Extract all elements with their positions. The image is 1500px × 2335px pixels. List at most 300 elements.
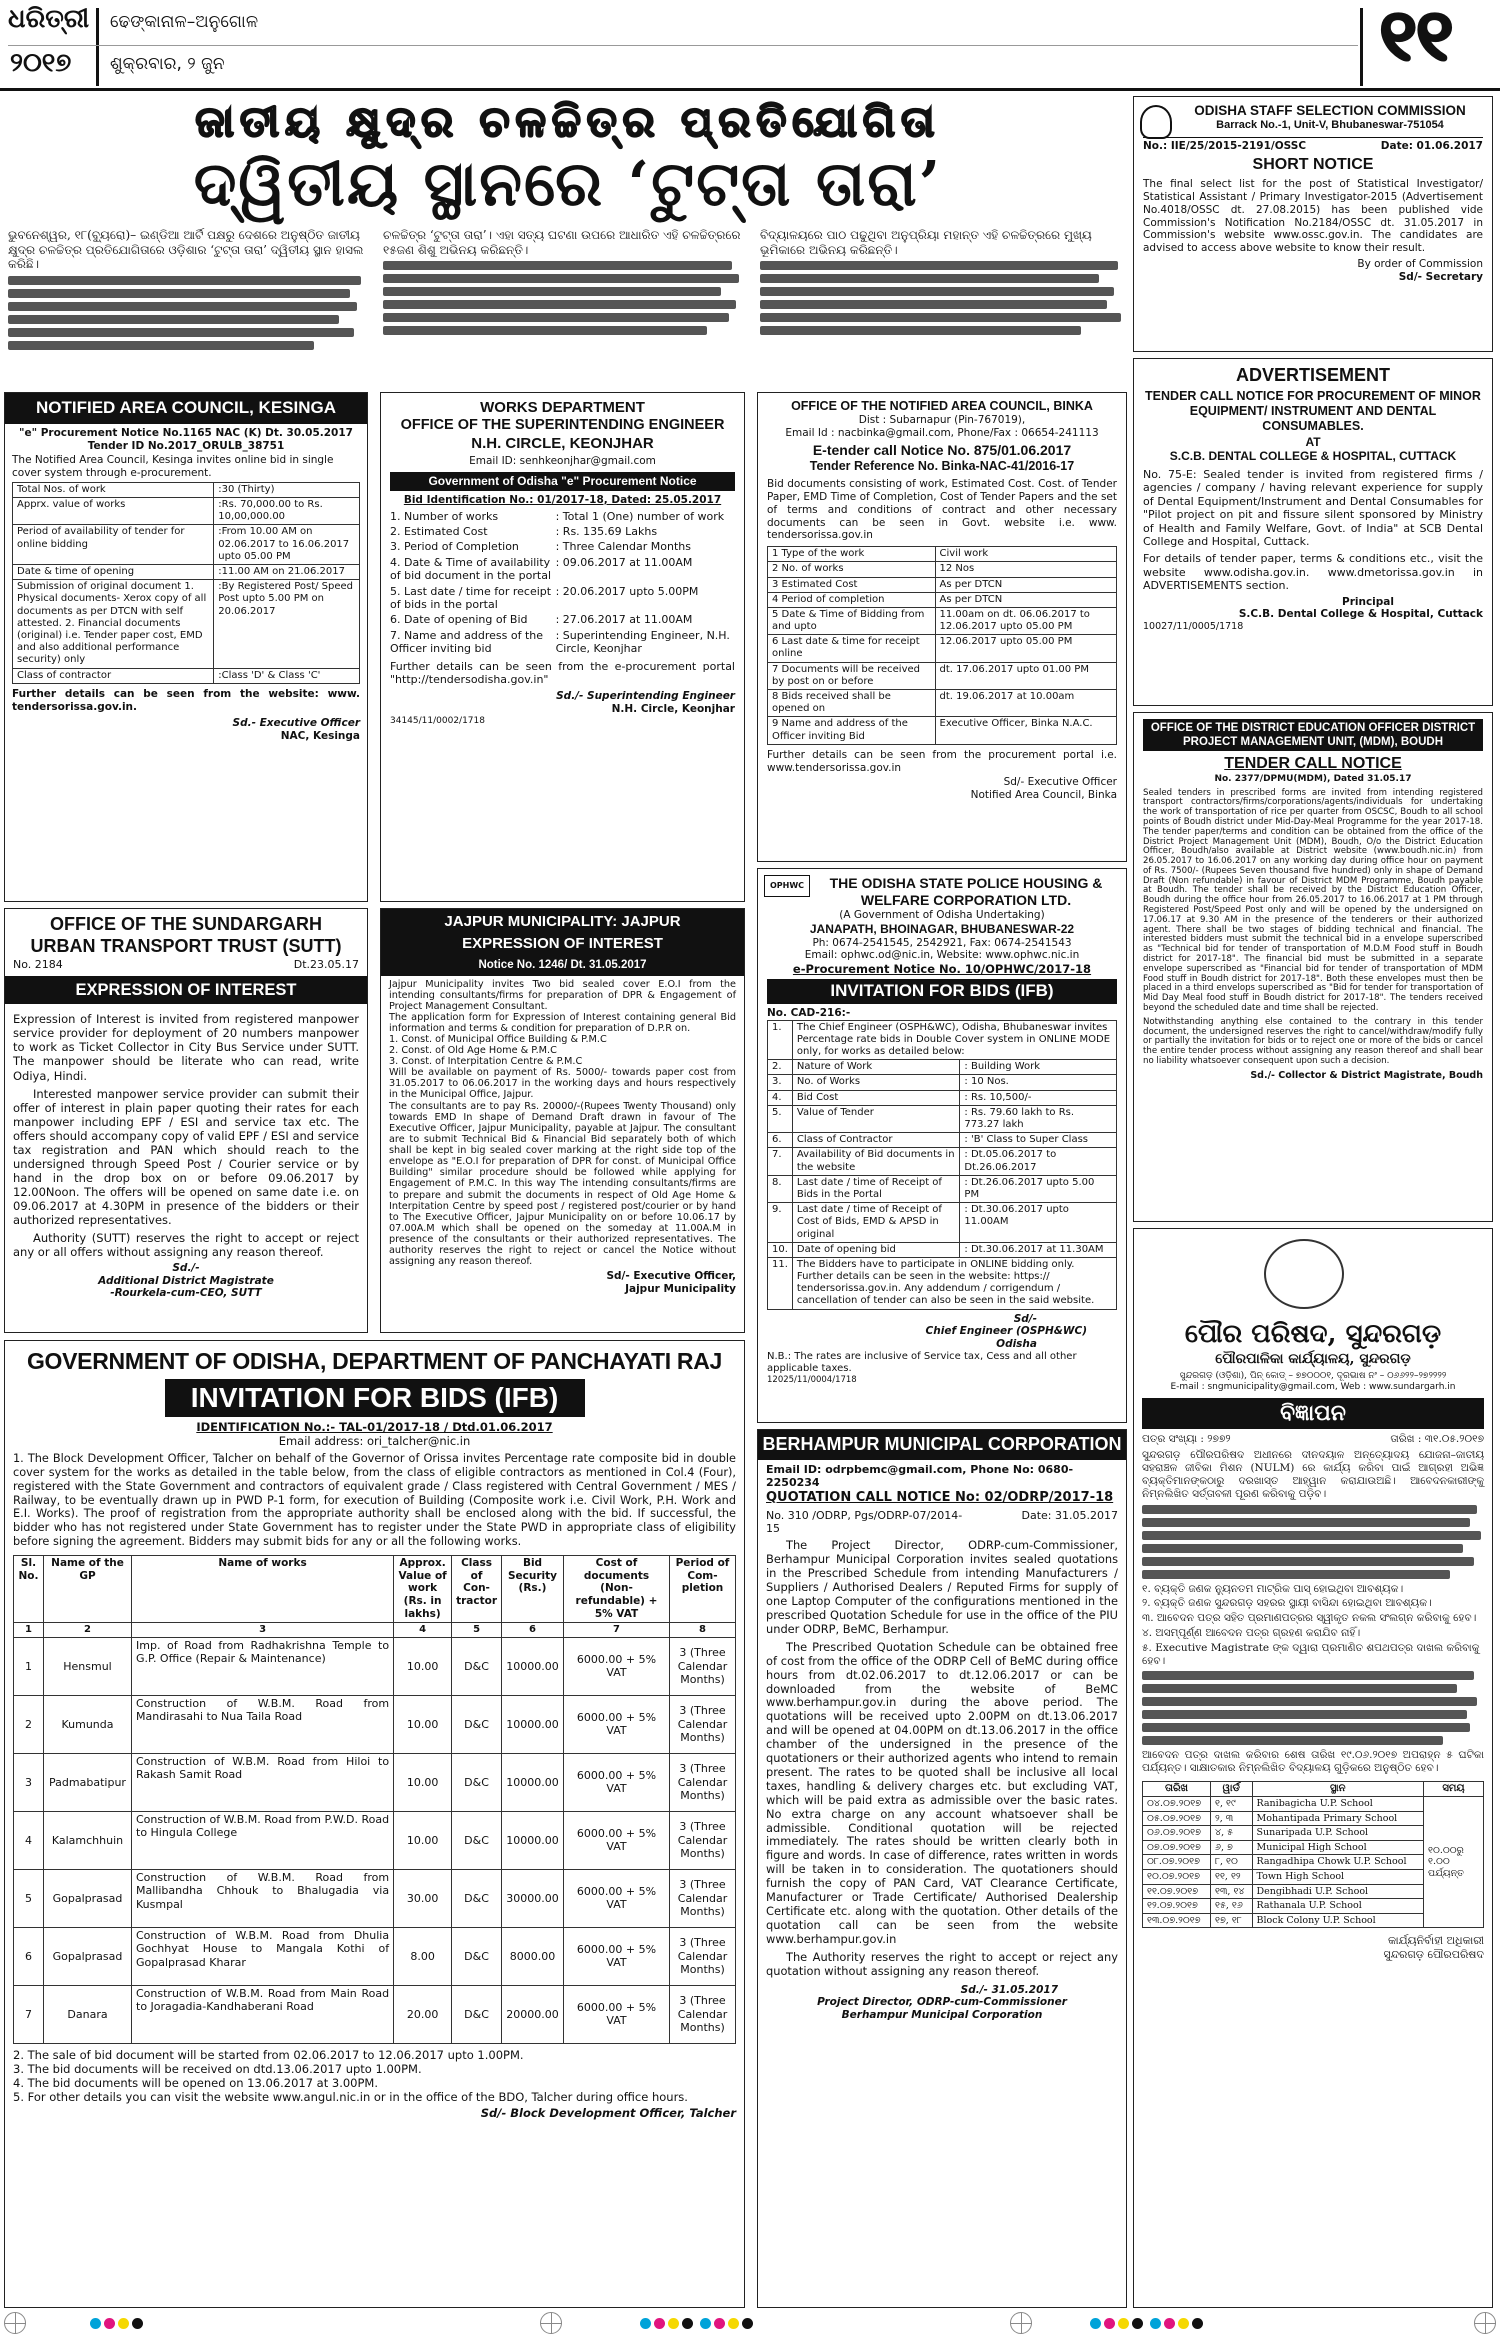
color-swatch (104, 2318, 115, 2329)
jajpur-works-list (389, 1034, 736, 1067)
row-value: : 'B' Class to Super Class (960, 1133, 1117, 1148)
region-label: ଢେଙ୍କାନାଳ–ଅନୁଗୋଳ (110, 12, 259, 32)
panchayati-raj-notice (4, 1340, 745, 2308)
table-cell: ୧୧, ୧୨ (1211, 1870, 1253, 1885)
kesinga-sig-2: NAC, Kesinga (280, 730, 360, 743)
table-cell: ୦୬.୦୭.୨୦୧୭ (1143, 1826, 1211, 1841)
row-value: 11.00am on dt. 06.06.2017 to 12.06.2017 upto 05.00 PM (935, 607, 1116, 634)
table-cell: ୪, ୫ (1211, 1826, 1253, 1841)
table-cell: 6000.00 + 5% VAT (564, 1985, 670, 2043)
keonjhar-title-1: WORKS DEPARTMENT (480, 399, 645, 416)
column-number: 7 (564, 1622, 670, 1637)
detail-row (390, 613, 735, 626)
sundargarh-municipality-notice (1133, 1228, 1493, 2308)
detail-row (390, 629, 735, 656)
table-cell: 1 (14, 1637, 44, 1695)
color-swatch (742, 2318, 753, 2329)
paper-name: ଧରିତ୍ରୀ (8, 4, 90, 34)
lead-headline: ଦ୍ୱିତୀୟ ସ୍ଥାନରେ ‘ଟୁଟ୍‌ତା ତାରା’ (193, 147, 943, 220)
table-cell: D&C (452, 1695, 502, 1753)
bemc-sig-1: Sd./- 31.05.2017 (960, 1983, 1058, 1996)
pr-title: GOVERNMENT OF ODISHA, DEPARTMENT OF PANCHAYATI RAJ (26, 1348, 723, 1374)
municipality-contact: ସୁନ୍ଦରଗଡ଼ (ଓଡ଼ିଶା), ପିନ୍ କୋଡ୍ – ୭୭୦୦୦୧, ଦୂରଭାଷ ନଂ – ୦୬୬୨୨–୨୭୨୨୨୨ (1179, 1370, 1447, 1381)
row-number: 11. (768, 1257, 793, 1309)
color-swatch (1132, 2318, 1143, 2329)
table-row (14, 1695, 736, 1753)
row-label: Class of Contractor (792, 1133, 960, 1148)
deo-title: OFFICE OF THE DISTRICT EDUCATION OFFICER DISTRICT PROJECT MANAGEMENT UNIT, (MDM), BOUDH (1143, 719, 1483, 751)
table-cell: ୦୭.୦୭.୨୦୧୭ (1143, 1840, 1211, 1855)
ophwc-table: 1. The Chief Engineer (OSPH&WC), Odisha, Bhubaneswar invites Percentage rate bids in Double Cover system in ONLINE MODE only, for works as detailed below: 2. Nature of Work : Building Work 3. No. of Works : 10 Nos. 4. Bid Cost : Rs. 10,500/- 5. Value of Tender : Rs. 79.60 lakh to Rs. 773.27 lakh 6. Class of Contractor : 'B' Class to Super Class 7. Availability of Bid documents in the website : Dt.05.06.2017 to Dt.26.06.2017 8. Last date / time of Receipt of Bids in the Portal : Dt.26.06.2017 upto 5.00 PM 9. Last date / time of Receipt of Cost of Bids, EMD & APSD in original : Dt.30.06.2017 upto 11.00AM 10. Date of opening bid : Dt.30.06.2017 at 11.30AM 11. The Bidders have to participate in ONLINE bidding only. Further details can be seen in the website: https:// tendersorissa.gov.in. Any addendum / corrigendum / cancellation of tender can also be seen in the said website. (767, 1020, 1117, 1310)
table-cell: 10.00 (394, 1695, 452, 1753)
table-cell: 6000.00 + 5% VAT (564, 1869, 670, 1927)
table-cell: 6000.00 + 5% VAT (564, 1753, 670, 1811)
kesinga-tender-id: Tender ID No.2017_ORULB_38751 (87, 439, 285, 452)
scb-at: AT (1305, 434, 1321, 449)
kesinga-sig-1: Sd.- Executive Officer (232, 717, 360, 730)
table-row (768, 592, 1117, 607)
table-cell: 3 (Three Calendar Months) (670, 1695, 736, 1753)
table-row (768, 1242, 1117, 1257)
table-cell: ୧୩.୦୭.୨୦୧୭ (1143, 1913, 1211, 1928)
row-value: 12.06.2017 upto 05.00 PM (935, 635, 1116, 662)
table-cell: ୧୦.୦୭.୨୦୧୭ (1143, 1870, 1211, 1885)
row-value: dt. 19.06.2017 at 10.00am (935, 690, 1116, 717)
kesinga-footer: Further details can be seen from the website: www. tendersorissa.gov.in. (12, 687, 360, 713)
row-label: Period of availability of tender for online bidding (13, 525, 214, 565)
table-cell: 20000.00 (502, 1985, 564, 2043)
berhampur-notice (757, 1429, 1127, 2308)
jajpur-para-2: The application form for Expression of Interest containing general Bid information and terms & condition for preparation of D.P.R on. (389, 1011, 736, 1034)
row-label: 6. Date of opening of Bid (390, 613, 528, 627)
municipality-emblem-icon (1264, 1239, 1344, 1309)
issue-date: ଶୁକ୍ରବାର, ୨ ଜୁନ (110, 54, 225, 74)
ossc-title: ODISHA STAFF SELECTION COMMISSION (1194, 103, 1466, 118)
row-label: 5. Last date / time for receipt of bids in the portal (390, 584, 552, 611)
table-cell: ୧, ୧୯ (1211, 1797, 1253, 1812)
masthead (0, 0, 1500, 92)
pr-ifb-bar: INVITATION FOR BIDS (IFB) (165, 1379, 585, 1417)
table-cell: 10.00 (394, 1637, 452, 1695)
list-item: 3. Const. of Interpitation Centre & P.M.C (389, 1055, 583, 1067)
ossc-address: Barrack No.-1, Unit-V, Bhubaneswar-751054 (1216, 119, 1444, 132)
table-cell: ୨, ୩ (1211, 1811, 1253, 1826)
column-number: 4 (394, 1622, 452, 1637)
color-swatch (1150, 2318, 1161, 2329)
keonjhar-details (390, 510, 735, 656)
condition-list (1142, 1583, 1484, 1668)
ossc-sig-1: By order of Commission (1357, 257, 1483, 270)
lead-col-2 (383, 228, 743, 378)
table-row (768, 562, 1117, 577)
sutt-sig-1: Sd./- (172, 1261, 200, 1274)
jajpur-notice-no: Notice No. 1246/ Dt. 31.05.2017 (381, 956, 744, 976)
list-item: 2. Const. of Old Age Home & P.M.C (389, 1044, 557, 1056)
page-number: ୧୧ (1380, 0, 1453, 76)
ophwc-sig-2: Chief Engineer (OSPH&WC) (925, 1325, 1087, 1338)
sutt-sig-2: Additional District Magistrate (98, 1274, 274, 1287)
row-value: dt. 17.06.2017 upto 01.00 PM (935, 662, 1116, 689)
color-swatch (640, 2318, 651, 2329)
column-header: ତାରିଖ (1143, 1781, 1211, 1796)
ossc-short-notice: SHORT NOTICE (1252, 155, 1374, 173)
table-cell: 5 (14, 1869, 44, 1927)
table-cell: Construction of W.B.M. Road from Dhulia Gochhyat House to Mangala Kothi of Gopalprasad Kharar (132, 1927, 394, 1985)
table-cell: Gopalprasad (44, 1927, 132, 1985)
column-header: Cost of documents (Non-refundable) + 5% VAT (564, 1555, 670, 1622)
lead-story (8, 96, 1128, 386)
table-cell: 10.00 (394, 1811, 452, 1869)
row-number: 3. (768, 1075, 793, 1090)
emblem-icon (1140, 105, 1172, 139)
ophwc-notice (757, 868, 1127, 1423)
table-row (14, 1637, 736, 1695)
condition-item: ୨. ବ୍ୟକ୍ତି ଜଣକ ସୁନ୍ଦରଗଡ଼ ସହରର ସ୍ଥାୟୀ ବାସିନ୍ଦା ହୋଇଥିବା ଆବଶ୍ୟକ। (1142, 1597, 1432, 1610)
table-cell: 7 (14, 1985, 44, 2043)
keonjhar-email: Email ID: senhkeonjhar@gmail.com (469, 455, 656, 468)
column-number: 2 (44, 1622, 132, 1637)
sutt-date: Dt.23.05.17 (293, 957, 359, 971)
sutt-notice (4, 908, 368, 1333)
jajpur-para-3: Will be available on payment of Rs. 5000/- towards paper cost from 31.05.2017 to 06.06.2017 in the working days and hours respectively in the Municipal Office, Jajpur. (389, 1066, 736, 1101)
row-label: 8 Bids received shall be opened on (768, 690, 936, 717)
letter-date: ତାରିଖ : ୩୧.୦୫.୨୦୧୭ (1390, 1432, 1484, 1445)
ophwc-logo-icon: OPHWC (764, 875, 810, 897)
detail-row (390, 540, 735, 553)
ossc-number: No.: IIE/25/2015-2191/OSSC (1143, 139, 1307, 152)
table-cell: 10000.00 (502, 1695, 564, 1753)
deo-boudh-notice (1133, 712, 1493, 1222)
row-value: :Class 'D' & Class 'C' (214, 668, 360, 683)
row-value: :Rs. 70,000.00 to Rs. 10,00,000.00 (214, 498, 360, 525)
table-cell: Sunaripada U.P. School (1252, 1826, 1423, 1841)
binka-title: OFFICE OF THE NOTIFIED AREA COUNCIL, BINKA (791, 399, 1093, 413)
column-header: Approx. Value of work (Rs. in lakhs) (394, 1555, 452, 1622)
table-cell: 6000.00 + 5% VAT (564, 1811, 670, 1869)
color-swatch (1118, 2318, 1129, 2329)
table-row (768, 1105, 1117, 1132)
color-swatch (682, 2318, 693, 2329)
row-value: As per DTCN (935, 592, 1116, 607)
lead-col-3 (760, 228, 1125, 378)
lead-dateline: ଭୁବନେଶ୍ୱର, ୧୮(ବ୍ୟୁରୋ)– ଇଣ୍ଡିଆ ଆର୍ଟି ପକ୍ଷରୁ ଦେଶରେ ଅନୁଷ୍ଠିତ ଜାତୀୟ କ୍ଷୁଦ୍ର ଚଳଚ୍ଚିତ୍ର ପ୍ରତିଯୋଗିତାରେ ଓଡ଼ିଶାର ‘ଟୁଟ୍‌ତା ତାରା’ ଦ୍ୱିତୀୟ ସ୍ଥାନ ହାସଲ କରିଛି। (8, 228, 364, 272)
bemc-para-2: The Prescribed Quotation Schedule can be obtained free of cost from the office of the ODRP Cell of BeMC during office hours from dt.02.06.2017 to dt.12.06.2017 or can be downloaded from the website of BeMC www.berhampur.gov.in during the above period. The quotations will be received upto 2.00PM on dt.13.06.2017 and will be opened at 04.00PM on dt.13.06.2017 in the office chamber of the undersigned in the presence of the quotationers or their authorized agents who intend to remain present. The rates to be quoted shall be inclusive all local taxes, handling & delivery charges etc. but excluding VAT, which will be paid extra as admissible over the basic rates. No extra charge on any account whatsoever shall be admissible. Conditional quotation will be rejected immediately. The rates should be written clearly both in figure and words. In case of difference, rates written in words will be taken in to consideration. The quotationers should furnish the copy of PAN Card, VAT Clearance Certificate, Manufacturer or Trade Certificate/ Authorised Dealership Certificate etc. along with the quotation. Other details of the quotation call can be seen from the website www.berhampur.gov.in (766, 1639, 1118, 1946)
ophwc-nb: N.B.: The rates are inclusive of Service tax, Cess and all other applicable taxes. (767, 1351, 1077, 1375)
table-row (1143, 1797, 1484, 1812)
row-number: 10. (768, 1242, 793, 1257)
table-row (768, 662, 1117, 689)
detail-row (390, 585, 735, 612)
table-row (768, 607, 1117, 634)
condition-item: ୫. Executive Magistrate ଙ୍କ ଦ୍ୱାରା ପ୍ରମାଣିତ ଶପଥପତ୍ର ଦାଖଲ କରିବାକୁ ହେବ। (1142, 1641, 1480, 1667)
deo-sig: Sd./- Collector & District Magistrate, Boudh (1250, 1069, 1483, 1081)
keonjhar-title-2: OFFICE OF THE SUPERINTENDING ENGINEER (400, 417, 725, 434)
table-cell: Construction of W.B.M. Road from Mallibandha Chhouk to Bhalugadia via Kusmpal (132, 1869, 394, 1927)
row-label: 6 Last date & time for receipt online (768, 635, 936, 662)
lead-kicker: ଜାତୀୟ କ୍ଷୁଦ୍ର ଚଳଚ୍ଚିତ୍ର ପ୍ରତିଯୋଗିତା (195, 97, 941, 146)
jajpur-para-4: The consultants are to pay Rs. 20000/-(Rupees Twenty Thousand) only towards EMD In shape of Demand Draft drawn in favour of The Executive Officer, Jajpur Municipality, payable at Jajpur. The consultant are to submit Technical Bid & Financial Bid separately both of which shall be kept in big sealed cover marking at the right side top of the envelope as "E.O.I for preparation of DPR for const. of Municipal Office Building" similar procedure should be followed while applying for Engagement of P.M.C. In this way The intending consultants/firms are to prepare and submit the documents in respect of Old Age Home & Interpitation Centre by speed post / registered post/courier or by hand to The Executive Officer, Jajpur Municipality on or before 10.06.17 by 07.00A.M which shall be opened on the someday at 11.00A.M in presence of the consultants or their authorized representatives. The authority reserves the right to reject or cancel the Notice without assigning any reason thereof. (389, 1101, 736, 1267)
ophwc-cad: No. CAD-216:- (767, 1006, 851, 1019)
row-label: 2. Estimated Cost (390, 524, 488, 538)
list-item: 1. Const. of Municipal Office Building & P.M.C (389, 1033, 607, 1045)
table-row (13, 498, 360, 525)
binka-sig-2: Notified Area Council, Binka (970, 789, 1117, 802)
row-value: : Three Calendar Months (555, 540, 691, 554)
row-value: : Building Work (960, 1060, 1117, 1075)
keonjhar-notice (380, 392, 745, 902)
row-number: 9. (768, 1203, 793, 1243)
municipality-title: ପୌର ପରିଷଦ, ସୁନ୍ଦରଗଡ଼ (1184, 1319, 1442, 1349)
table-cell: ୧୧.୦୭.୨୦୧୭ (1143, 1884, 1211, 1899)
table-row (768, 547, 1117, 562)
scb-code: 10027/11/0005/1718 (1143, 621, 1244, 633)
table-cell: Rangadhipa Chowk U.P. School (1252, 1855, 1423, 1870)
ophwc-email: Email: ophwc.od@nic.in, Website: www.ophwc.nic.in (804, 949, 1080, 962)
table-cell: Construction of W.B.M. Road from Main Road to Joragadia-Kandhaberani Road (132, 1985, 394, 2043)
table-row (13, 668, 360, 683)
sutt-title-2: URBAN TRANSPORT TRUST (SUTT) (30, 935, 342, 956)
interview-time: ୧୦.୦୦ରୁ ୧.୦୦ ପର୍ଯ୍ୟନ୍ତ (1424, 1797, 1484, 1928)
row-value: : Dt.30.06.2017 upto 11.00AM (960, 1203, 1117, 1243)
detail-row (390, 510, 735, 523)
sutt-para-2: Interested manpower service provider can submit their offer of interest in plain paper quoting their rates for each manpower including EPF / ESI and service tax etc. The offers should accompany copy of valid EPF / ESI and service tax registration and PAN which should reach to the undersigned through Speed Post / Courier service or by hand in the drop box on or before 09.06.2017 by 12.00Noon. The offers will be opened on same date i.e. on 09.06.2017 at 4.30PM in presence of the bidders or their authorized representatives. (13, 1086, 359, 1227)
table-cell: 3 (Three Calendar Months) (670, 1811, 736, 1869)
sutt-sig-3: -Rourkela-cum-CEO, SUTT (110, 1287, 262, 1300)
row-label: Total Nos. of work (13, 482, 214, 497)
condition-item: ୪. ଅସମ୍ପୂର୍ଣ୍ଣ ଆବେଦନ ପତ୍ର ଗ୍ରହଣ କରାଯିବ ନାହିଁ। (1142, 1626, 1361, 1639)
color-swatch (132, 2318, 143, 2329)
row-value: : 09.06.2017 at 11.00AM (555, 555, 693, 569)
table-cell: D&C (452, 1753, 502, 1811)
deo-tender-call: TENDER CALL NOTICE (1224, 755, 1402, 773)
row-value: : Dt.26.06.2017 upto 5.00 PM (960, 1175, 1117, 1202)
row-value: Civil work (935, 547, 1116, 562)
table-row (13, 482, 360, 497)
keonjhar-sig-2: N.H. Circle, Keonjhar (611, 703, 735, 716)
table-cell: Danara (44, 1985, 132, 2043)
table-cell: Block Colony U.P. School (1252, 1913, 1423, 1928)
keonjhar-sig-1: Sd./- Superintending Engineer (556, 690, 735, 703)
ossc-body: The final select list for the post of Statistical Investigator/ Statistical Assistant / Primary Investigator-2015 (Advertisement No.4018/OSSC dt. 27.08.2015) has been published vide Commission's Notification No.2184/OSSC dt. 31.05.2017 in Commission's website www.ossc.gov.in. The candidates are advised to access above website to know their result. (1143, 178, 1483, 255)
row-label: Availability of Bid documents in the website (792, 1148, 960, 1175)
interview-schedule-table (1142, 1781, 1484, 1928)
row-value: 12 Nos (935, 562, 1116, 577)
bemc-sig-3: Berhampur Municipal Corporation (841, 2009, 1043, 2022)
kesinga-notice-no: "e" Procurement Notice No.1165 NAC (K) Dt. 30.05.2017 (19, 426, 353, 439)
jajpur-para-1: Jajpur Municipality invites Two bid sealed cover E.O.I from the intending consultants/firms for preparation of DPR & Engagement of Project Management Consultant. (389, 978, 736, 1012)
bemc-title: BERHAMPUR MUNICIPAL CORPORATION (758, 1430, 1126, 1460)
bemc-email: Email ID: odrpbemc@gmail.com, Phone No: 0680-2250234 (766, 1462, 1074, 1490)
table-row (768, 690, 1117, 717)
column-number: 8 (670, 1622, 736, 1637)
bemc-quotation-no: QUOTATION CALL NOTICE No: 02/ODRP/2017-18 (766, 1489, 1114, 1505)
sutt-title-1: OFFICE OF THE SUNDARGARH (50, 914, 322, 934)
row-value: : Superintending Engineer, N.H. Circle, Keonjhar (555, 628, 730, 656)
binka-footer: Further details can be seen from the procurement portal i.e. www.tendersorissa.gov.in (767, 748, 1117, 774)
color-swatch (1164, 2318, 1175, 2329)
table-cell: 30000.00 (502, 1869, 564, 1927)
pr-works-table (13, 1555, 736, 2044)
row-number: 2. (768, 1060, 793, 1075)
jajpur-notice (380, 908, 745, 1333)
binka-etender: E-tender call Notice No. 875/01.06.2017 (812, 441, 1072, 458)
column-header: Bid Security (Rs.) (502, 1555, 564, 1622)
table-cell: Rathanala U.P. School (1252, 1899, 1423, 1914)
color-swatch (654, 2318, 665, 2329)
table-cell: 2 (14, 1695, 44, 1753)
table-cell: Padmabatipur (44, 1753, 132, 1811)
table-row (768, 1090, 1117, 1105)
row-number: 5. (768, 1105, 793, 1132)
scb-title: ADVERTISEMENT (1235, 365, 1390, 385)
row-label: Class of contractor (13, 668, 214, 683)
column-header: Period of Com-pletion (670, 1555, 736, 1622)
table-cell: Dengibhadi U.P. School (1252, 1884, 1423, 1899)
table-cell: 6000.00 + 5% VAT (564, 1927, 670, 1985)
table-cell: Municipal High School (1252, 1840, 1423, 1855)
pr-identification: IDENTIFICATION No.:- TAL-01/2017-18 / Dtd.01.06.2017 (196, 1420, 553, 1435)
table-row (768, 577, 1117, 592)
color-swatch (90, 2318, 101, 2329)
table-cell: ୧୭, ୧୮ (1211, 1913, 1253, 1928)
color-swatch (668, 2318, 679, 2329)
table-cell: D&C (452, 1927, 502, 1985)
table-cell: 8000.00 (502, 1927, 564, 1985)
row-label: Last date / time of Receipt of Cost of Bids, EMD & APSD in original (792, 1203, 960, 1243)
ophwc-sig-3: Odisha (996, 1338, 1037, 1351)
table-cell: 6 (14, 1927, 44, 1985)
table-cell: ୦୮.୦୭.୨୦୧୭ (1143, 1855, 1211, 1870)
municipality-email: E-mail : sngmunicipality@gmail.com, Web : www.sundargarh.in (1170, 1381, 1456, 1392)
binka-sig-1: Sd/- Executive Officer (1003, 776, 1117, 789)
kesinga-notice (4, 392, 368, 902)
row-value: : 20.06.2017 upto 5.00PM (555, 584, 699, 598)
municipality-body: ସୁନ୍ଦରଗଡ଼ ପୌରପରିଷଦ ଅଧୀନରେ ଦୀନଦୟାଳ ଅନ୍ତ୍ୟୋଦୟ ଯୋଜନା–ଜାତୀୟ ସହରାଞ୍ଚଳ ଜୀବିକା ମିଶନ (NULM) ରେ କାର୍ଯ୍ୟ କରିବା ପାଇଁ ଆଗ୍ରହୀ ଅଭିଜ୍ଞ ବ୍ୟକ୍ତିମାନଙ୍କଠାରୁ ଦରଖାସ୍ତ ଆହ୍ୱାନ କରାଯାଉଅଛି। ଆବେଦନକାରୀଙ୍କୁ ନିମ୍ନଲିଖିତ ସର୍ତ୍ତାବଳୀ ପୂରଣ କରିବାକୁ ପଡ଼ିବ। (1142, 1449, 1484, 1500)
table-row (768, 1075, 1117, 1090)
kesinga-intro: The Notified Area Council, Kesinga invites online bid in single cover system through e-procurement. (12, 454, 334, 480)
row-label: Bid Cost (792, 1090, 960, 1105)
table-cell: Town High School (1252, 1870, 1423, 1885)
row-label: The Bidders have to participate in ONLINE bidding only. Further details can be seen in the website: https:// tendersorissa.gov.in. Any addendum / corrigendum / cancellation of tender can also be seen in the said website. (792, 1257, 1116, 1309)
table-cell: ୬, ୭ (1211, 1840, 1253, 1855)
row-value: : 27.06.2017 at 11.00AM (555, 613, 693, 627)
color-swatch (728, 2318, 739, 2329)
row-label: 7 Documents will be received by post on or before (768, 662, 936, 689)
jajpur-sig-1: Sd/- Executive Officer, (606, 1269, 736, 1282)
column-number: 5 (452, 1622, 502, 1637)
print-registration-strip (0, 2312, 1500, 2335)
municipality-sig-2: ସୁନ୍ଦରଗଡ଼ ପୌରପରିଷଦ (1383, 1947, 1484, 1961)
column-header: ୱାର୍ଡ (1211, 1781, 1253, 1796)
table-row (13, 525, 360, 565)
ophwc-sig-1: Sd/- (1013, 1312, 1037, 1325)
lead-col2-text: ଚଳଚ୍ଚିତ୍ର ‘ଟୁଟ୍‌ତା ତାରା’। ଏହା ସତ୍ୟ ଘଟଣା ଉପରେ ଆଧାରିତ ଏହି ଚଳଚ୍ଚିତ୍ରରେ ୧୫ଜଣ ଶିଶୁ ଅଭିନୟ କରିଛନ୍ତି। (383, 228, 741, 257)
column-header: ସମୟ (1424, 1781, 1484, 1796)
jajpur-sig-2: Jajpur Municipality (625, 1282, 736, 1295)
registration-mark-icon (4, 2312, 26, 2334)
ophwc-title: THE ODISHA STATE POLICE HOUSING & WELFARE CORPORATION LTD. (829, 875, 1103, 909)
registration-mark-icon (1010, 2312, 1032, 2334)
ophwc-undertaking: (A Government of Odisha Undertaking) (839, 909, 1045, 922)
table-cell: 3 (14, 1753, 44, 1811)
condition-item: ୩. ଆବେଦନ ପତ୍ର ସହିତ ପ୍ରମାଣପତ୍ରର ସ୍ୱୀକୃତ ନକଲ ସଂଲଗ୍ନ କରିବାକୁ ହେବ। (1142, 1612, 1477, 1625)
pr-para-1: 1. The Block Development Officer, Talcher on behalf of the Governor of Orissa invites Percentage rate composite bid in double cover system for the works as detailed in the table below, from the class of eligible contractors as mentioned in Col.4 (Four), registered with the State Government and contractors of equivalent grade / Class registered with Central Government / MES / Railway, to be eventually drawn up in PWD P-1 form, for execution of Building (Composite work i.e. Civil Work, P.H. Work and E.I. Works). The proof of registration from the appropriate authority shall be enclosed along with the bid. If successful, the bidder who has not registered under State Government has to register under the State PWD in appropriate class of eligibility before signing the agreement. Bidders may submit bids for any or all the following works. (13, 1452, 736, 1548)
binka-district: Dist : Subarnapur (Pin-767019), (858, 414, 1026, 427)
table-row (768, 1257, 1117, 1309)
table-cell: 3 (Three Calendar Months) (670, 1927, 736, 1985)
condition-item: ୧. ବ୍ୟକ୍ତି ଜଣକ ନ୍ୟୁନତମ ମାଟ୍ରିକ ପାସ୍ ହୋଇଥିବା ଆବଶ୍ୟକ। (1142, 1582, 1404, 1595)
table-cell: ୦୫.୦୭.୨୦୧୭ (1143, 1811, 1211, 1826)
bemc-para-3: The Authority reserves the right to accept or reject any quotation without assigning any reason thereof. (766, 1949, 1118, 1978)
kesinga-title: NOTIFIED AREA COUNCIL, KESINGA (5, 393, 367, 424)
column-header: Sl. No. (14, 1555, 44, 1622)
table-cell: 4 (14, 1811, 44, 1869)
bemc-para-1: The Project Director, ODRP-cum-Commissioner, Berhampur Municipal Corporation invites sealed quotations in the Prescribed Schedule from intending Manufacturers / Suppliers / Authorised Dealers / Reputed Firms for supply of one Laptop Computer of the configurations mentioned in the prescribed Quotation Schedule for use in the office of the PIU under ODRP, BeMC, Berhampur. (766, 1538, 1118, 1636)
binka-email: Email Id : nacbinka@gmail.com, Phone/Fax : 06654-241113 (785, 427, 1099, 440)
table-cell: Construction of W.B.M. Road from Hiloi to Rakash Samit Road (132, 1753, 394, 1811)
ophwc-item-1: The Chief Engineer (OSPH&WC), Odisha, Bhubaneswar invites Percentage rate bids in Double Cover system in ONLINE MODE only, for works as detailed below: (792, 1020, 1116, 1060)
ophwc-ifb-bar: INVITATION FOR BIDS (IFB) (767, 979, 1117, 1004)
sutt-para-1: Expression of Interest is invited from registered manpower service provider for deployment of 20 numbers manpower to work as Ticket Collector in City Bus Service under SUTT. The manpower should be literate who can read, write Odiya, Hindi. (13, 1012, 359, 1083)
lead-col-1 (8, 228, 368, 378)
row-number: 4. (768, 1090, 793, 1105)
row-value: : Rs. 135.69 Lakhs (555, 524, 658, 538)
row-label: Date & time of opening (13, 565, 214, 580)
row-value: : 10 Nos. (960, 1075, 1117, 1090)
row-value: : Dt.30.06.2017 at 11.30AM (960, 1242, 1117, 1257)
table-cell: 3 (Three Calendar Months) (670, 1753, 736, 1811)
row-label: Last date / time of Receipt of Bids in the Portal (792, 1175, 960, 1202)
row-value: :30 (Thirty) (214, 482, 360, 497)
scb-body: No. 75-E: Sealed tender is invited from registered firms / agencies / company / having relevant experience for supply of Dental Equipment/Instrument and Dental Consumables for "Pilot project on pit and fissure silent sponsored by Ministry of Health and Family Welfare, Govt. of India" at SCB Dental College and Hospital, Cuttack. (1143, 467, 1483, 548)
scb-sig-2: S.C.B. Dental College & Hospital, Cuttack (1238, 608, 1483, 621)
table-row (13, 580, 360, 668)
sutt-para-3: Authority (SUTT) reserves the right to accept or reject any or all offers without assigning any reason thereof. (13, 1230, 359, 1259)
color-swatch (1090, 2318, 1101, 2329)
row-label: Nature of Work (792, 1060, 960, 1075)
row-label: Submission of original document 1. Physical documents- Xerox copy of all documents as per DTCN with self attested. 2. Financial documents (original) i.e. Tender paper cost, EMD and also additional performance security) only (13, 580, 214, 668)
row-value: :From 10.00 AM on 02.06.2017 to 16.06.2017 upto 05.00 PM (214, 525, 360, 565)
bemc-date: Date: 31.05.2017 (1021, 1508, 1118, 1522)
row-label: 5 Date & Time of Bidding from and upto (768, 607, 936, 634)
ophwc-address: JANAPATH, BHOINAGAR, BHUBANESWAR-22 (809, 921, 1075, 936)
column-header: Name of the GP (44, 1555, 132, 1622)
color-swatch (1178, 2318, 1189, 2329)
keonjhar-code: 34145/11/0002/1718 (390, 715, 485, 726)
table-row (768, 1133, 1117, 1148)
scb-dental-notice (1133, 358, 1493, 706)
table-row (768, 1175, 1117, 1202)
row-value: : Rs. 10,500/- (960, 1090, 1117, 1105)
table-cell: Imp. of Road from Radhakrishna Temple to G.P. Office (Repair & Maintenance) (132, 1637, 394, 1695)
table-row (14, 1985, 736, 2043)
table-row (768, 1203, 1117, 1243)
registration-mark-icon (1474, 2312, 1496, 2334)
letter-number: ପତ୍ର ସଂଖ୍ୟା : ୨୭୭୨ (1142, 1432, 1231, 1445)
keonjhar-title-3: N.H. CIRCLE, KEONJHAR (471, 434, 654, 452)
column-header: ସ୍ଥାନ (1252, 1781, 1423, 1796)
table-cell: D&C (452, 1637, 502, 1695)
table-cell: Gopalprasad (44, 1869, 132, 1927)
kesinga-table (12, 482, 360, 684)
table-cell: 8.00 (394, 1927, 452, 1985)
sutt-eoi-bar: EXPRESSION OF INTEREST (5, 976, 367, 1004)
table-cell: Kalamchhuin (44, 1811, 132, 1869)
row-label: Value of Tender (792, 1105, 960, 1132)
table-cell: 3 (Three Calendar Months) (670, 1637, 736, 1695)
table-cell: ୧୩, ୧୪ (1211, 1884, 1253, 1899)
row-label: 4 Period of completion (768, 592, 936, 607)
